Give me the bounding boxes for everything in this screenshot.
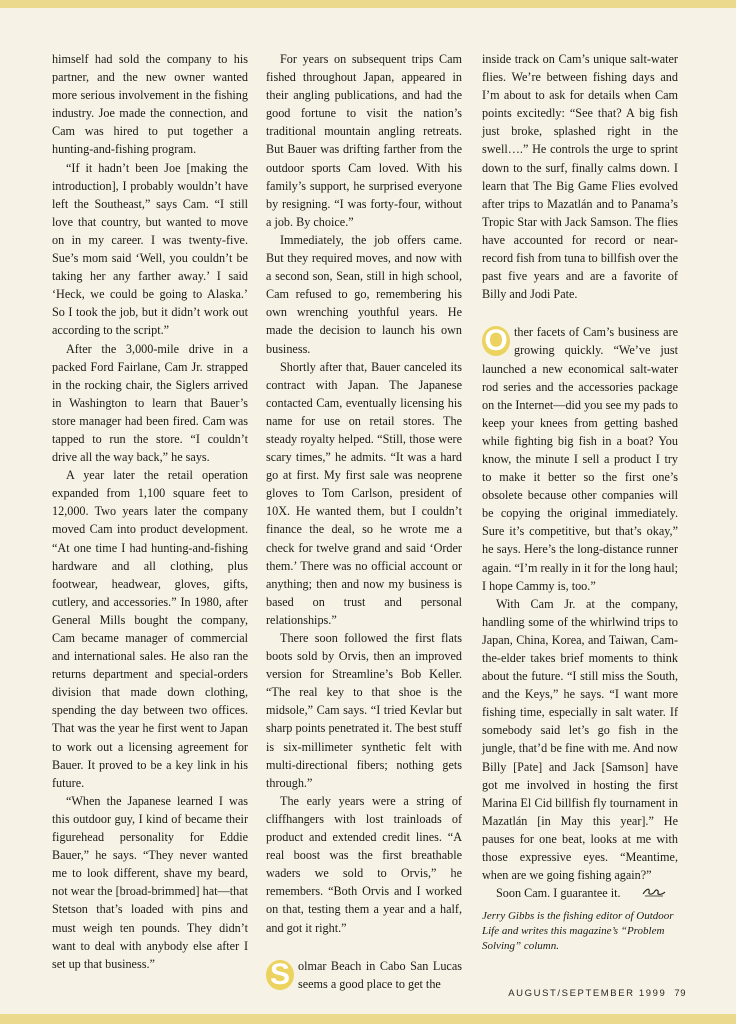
page-number: 79 bbox=[674, 988, 686, 999]
page-top-edge bbox=[0, 0, 736, 8]
drop-cap: S bbox=[266, 960, 294, 990]
closing-line-paragraph bbox=[482, 884, 678, 903]
paragraph: A year later the retail operation expanded from 1,100 square feet to 12,000. Two years later the company moved Cam into product development. “At one time I had hunting-and-fishing hardware and all clothing, plus footwear, headwear, gloves, gifts, cutlery, and accessories.” In 1980, after General Mills bought the company, Cam became manager of commercial and international sales. He also ran the returns department and special-orders division that made down clothing, spending the day between two offices. That was the year he first went to Japan to work out a licensing agreement for Bauer. It proved to be a key link in his future. bbox=[52, 468, 248, 790]
closing-line: Soon Cam. I guarantee it. bbox=[496, 886, 621, 901]
page-bottom-edge bbox=[0, 1014, 736, 1024]
signature-scrawl-icon bbox=[627, 885, 667, 903]
paragraph: For years on subsequent trips Cam fished throughout Japan, appeared in their angling publications, and had the good fortune to visit the nation’s traditional mountain angling retreats. But Bauer was drifting farther from the outdoor sports Cam loved. With his family’s support, he surprised everyone by resigning. “I was forty-four, without a job. By choice.” bbox=[266, 52, 462, 229]
issue-date: AUGUST/SEPTEMBER 1999 bbox=[508, 988, 667, 999]
author-bio: Jerry Gibbs is the fishing editor of Outdoor Life and writes this magazine’s “Problem Solving” column. bbox=[482, 910, 674, 953]
section-opening-paragraph bbox=[266, 957, 462, 993]
paragraph: himself had sold the company to his partner, and the new owner wanted more serious involvement in the fishing industry. Joe made the connection, and Cam was hired to put together a hunting-and-fishing program. bbox=[52, 52, 248, 157]
section-opening-text: ther facets of Cam’s business are growing quickly. “We’ve just launched a new economical salt-water rod series and the accessories package on the Internet—did you see my pads to keep your knees from getting bashed while fighting big fish in a boat? You know, the minute I sell a product I try to make it better so the first one’s obsolete because other companies will be copying the original immediately. Sure it’s competitive, but that’s okay,” he says. Here’s the long-distance runner again. “I’m really in it for the long haul; I hope Cammy is, too.” bbox=[482, 325, 678, 593]
drop-cap: O bbox=[482, 326, 510, 356]
paragraph: After the 3,000-mile drive in a packed Ford Fairlane, Cam Jr. strapped in the rocking chair, the Siglers arrived in Washington to learn that Bauer’s store manager had been fired. Cam was tapped to run the store. “I couldn’t drive all the way back,” he says. bbox=[52, 341, 248, 465]
section-opening-paragraph bbox=[482, 323, 678, 594]
paragraph: With Cam Jr. at the company, handling some of the whirlwind trips to Japan, China, Korea, and Taiwan, Cam-the-elder takes brief moments to think about the future. “I still miss the South, and the Keys,” he says. “I want more fishing time, especially in salt water. If somebody said let’s go fish in the jungle, that’d be fine with me. And now Billy [Pate] and Jack [Samson] have got me involved in hosting the first Marina El Cid billfish fly tournament in Mazatlán [in May this year].” He pauses for one beat, looks at me with those expressive eyes. “Meantime, when are we going fishing again?” bbox=[482, 596, 678, 883]
paragraph: Shortly after that, Bauer canceled its contract with Japan. The Japanese contacted Cam, eventually licensing his name for use on retail stores. The steady royalty helped. “Still, those were scary times,” he admits. “It was a hard go at first. My first sale was neoprene gloves to Tom Carlson, president of 10X. He wanted them, but I couldn’t finance the deal, so he wrote me a check for twelve grand and said ‘Order them.’ There was no official account or anything; then and now my business is based on trust and personal relationships.” bbox=[266, 359, 462, 627]
article-column-2 bbox=[266, 50, 462, 993]
paragraph: inside track on Cam’s unique salt-water flies. We’re between fishing days and I’m about to ask for details when Cam points excitedly: “See that? A big fish just broke, splashed right in the swell….” He controls the urge to sprint down to the surf, finally calms down. I learn that The Big Game Flies evolved after trips to Mazatlán and to Panama’s Tropic Star with Jack Samson. The flies have accounted for record or near-record fish from tuna to billfish over the past five years and are a favorite of Billy and Jodi Pate. bbox=[482, 52, 678, 302]
paragraph: The early years were a string of cliffhangers with lost trainloads of product and extended credit lines. “A real boost was the first breathable waders we sold to Orvis,” he remembers. “Both Orvis and I worked on that, testing them a year and a half, and got it right.” bbox=[266, 793, 462, 935]
paragraph: Immediately, the job offers came. But they required moves, and now with a second son, Sean, still in high school, Cam refused to go, remembering his own wrenching youthful years. He made the decision to launch his own business. bbox=[266, 232, 462, 356]
paragraph: “If it hadn’t been Joe [making the introduction], I probably wouldn’t have left the Southeast,” says Cam. “I still love that country, but wanted to move on in my career. I was twenty-five. Sue’s mom said ‘Well, you couldn’t be taking her any farther away.’ I said ‘Heck, we could be going to Alaska.’ So I took the job, but it didn’t work out according to the script.” bbox=[52, 160, 248, 338]
paragraph: “When the Japanese learned I was this outdoor guy, I kind of became their figurehead personality for Eddie Bauer,” he says. “They never wanted me to look different, shave my beard, not wear the [broad-brimmed] hat—that Stetson that’s loaded with pins and must weigh ten pounds. They didn’t want to deal with anybody else after I set up that business.” bbox=[52, 793, 248, 971]
article-column-1 bbox=[52, 50, 248, 973]
page-footer bbox=[480, 988, 686, 999]
article-column-3 bbox=[482, 50, 678, 954]
section-opening-text: olmar Beach in Cabo San Lucas seems a good place to get the bbox=[298, 958, 462, 991]
paragraph: There soon followed the first flats boots sold by Orvis, then an improved version for Streamline’s Bob Keller. “The real key to that shoe is the midsole,” Cam says. “I tried Kevlar but sharp points penetrated it. The best stuff is six-millimeter synthetic felt with multi-directional fibers; nothing gets through.” bbox=[266, 631, 462, 790]
